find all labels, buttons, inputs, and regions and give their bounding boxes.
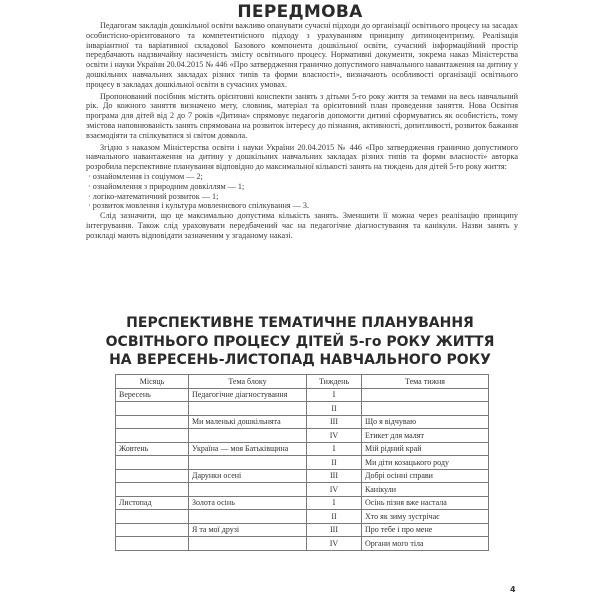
cell-week-topic: Канікули [362,483,489,497]
cell-week-topic: Мій рідний край [362,442,489,456]
plan-title-line: НА ВЕРЕСЕНЬ-ЛИСТОПАД НАВЧАЛЬНОГО РОКУ [109,352,491,368]
table-row [116,415,489,429]
cell-block-topic [189,483,307,497]
cell-week: I [307,388,362,402]
cell-week-topic: Етикет для малят [362,429,489,443]
cell-block-topic: Україна — моя Батьківщина [189,442,307,456]
preface-body [86,21,518,241]
cell-month: Вересень [116,388,189,402]
table-header-row [116,375,489,389]
cell-block-topic: Я та мої друзі [189,523,307,537]
cell-week: II [307,510,362,524]
header-month: Місяць [116,375,189,389]
cell-week-topic: Ми діти козацького роду [362,456,489,470]
plan-title-line: ПЕРСПЕКТИВНЕ ТЕМАТИЧНЕ ПЛАНУВАННЯ [126,315,474,331]
table-row [116,388,489,402]
cell-month: Листопад [116,496,189,510]
table-row [116,496,489,510]
cell-week: III [307,415,362,429]
plan-title [0,314,600,370]
cell-block-topic: Золота осінь [189,496,307,510]
cell-month [116,510,189,524]
cell-month [116,415,189,429]
cell-week: II [307,456,362,470]
header-week: Тиждень [307,375,362,389]
cell-block-topic: Дарунки осені [189,469,307,483]
table-row [116,442,489,456]
list-item: · логіко-математичний розвиток — 1; [88,191,219,201]
cell-week: III [307,469,362,483]
page-number: 4 [510,585,516,594]
cell-week-topic: Добрі осінні справи [362,469,489,483]
header-block-topic: Тема блоку [189,375,307,389]
list-item: · ознайомлення із соціумом — 2; [88,171,203,181]
table-row [116,483,489,497]
cell-block-topic [189,456,307,470]
cell-block-topic: Педагогічне діагностування [189,388,307,402]
cell-month [116,483,189,497]
table-row [116,469,489,483]
cell-month: Жовтень [116,442,189,456]
cell-week-topic [362,388,489,402]
cell-week-topic: Органи мого тіла [362,537,489,551]
table-row [116,510,489,524]
cell-block-topic: Ми маленькі дошкільнята [189,415,307,429]
cell-week: II [307,402,362,416]
cell-week-topic: Що я відчуваю [362,415,489,429]
list-item: · ознайомлення з природним довкіллям — 1; [88,181,245,191]
table-row [116,456,489,470]
cell-month [116,429,189,443]
table-row [116,429,489,443]
cell-week: IV [307,483,362,497]
plan-title-line: ОСВІТНЬОГО ПРОЦЕСУ ДІТЕЙ 5-го РОКУ ЖИТТЯ [105,333,495,350]
cell-week: IV [307,537,362,551]
cell-month [116,523,189,537]
cell-block-topic [189,402,307,416]
cell-week: IV [307,429,362,443]
header-week-topic: Тема тижня [362,375,489,389]
preface-paragraph: Пропонований посібник містить орієнтовні конспекти занять з дітьми 5-го року життя за темами на весь навчальний рік. До кожного заняття визначено мету, словник, матеріал та орієнтовний план проведення заняття. Нова Освітня програма для дітей від 2 до 7 років «Дитина» спрямовує педагогів допомогти дитині сформуватись як особистість, тому змістова наповнюваність занять спрямована на розвиток інтересу до пізнання, активності, допитливості, розвиток бажання взаємодіяти та спілкуватися зі світом довкола. [86,91,518,140]
preface-paragraph: Педагогам закладів дошкільної освіти важливо опанувати сучасні підходи до організації освітнього процесу на засадах особистісно-орієнтованого та компетентнісного підходу з урахуванням принципу дитиноцентризму. Реалізація інваріантної та варіативної складової Базового компонента дошкільної освіти, сучасний інформаційний простір передбачають надзвичайну насиченість змісту освітнього процесу. Нормативні документи, зокрема наказ Міністерства освіти і науки України 20.04.2015 № 446 «Про затвердження гранично допустимого навчального навантаження на дитину у дошкільних навчальних закладах різних типів та форми власності», визначають особливості організації освітнього процесу в закладах дошкільної освіти в сучасних умовах. [86,21,518,89]
list-item: · розвиток мовлення і культура мовленнєвого спілкування — 3. [88,201,310,211]
cell-week-topic: Осінь пізня вже настала [362,496,489,510]
table-row [116,523,489,537]
cell-block-topic [189,429,307,443]
preface-paragraph: Слід зазначити, що це максимально допустима кількість занять. Зменшити її можна через реалізацію принципу інтегрування. Також слід ураховувати передбачений час на педагогічне діагностування та канікули. Назви занять у розкладі мають відповідати зазначеним у згаданому наказі. [86,211,518,240]
cell-month [116,469,189,483]
lesson-count-list [86,172,518,211]
cell-week-topic: Хто як зиму зустрічає [362,510,489,524]
cell-week-topic: Про тебе і про мене [362,523,489,537]
cell-month [116,537,189,551]
cell-month [116,402,189,416]
cell-week: I [307,442,362,456]
table-row [116,402,489,416]
cell-week: III [307,523,362,537]
cell-week: I [307,496,362,510]
preface-title: ПЕРЕДМОВА [237,2,363,22]
cell-block-topic [189,510,307,524]
table-row [116,537,489,551]
cell-week-topic [362,402,489,416]
cell-month [116,456,189,470]
cell-block-topic [189,537,307,551]
thematic-plan-table [115,374,489,551]
preface-paragraph: Згідно з наказом Міністерства освіти і науки України 20.04.2015 № 446 «Про затвердження гранично допустимого навчального навантаження на дитину у дошкільних навчальних закладах різних типів та форми власності» авторка розробила перспективне планування відповідно до максимальної кількості занять на тиждень для дітей 5-го року життя: [86,142,518,172]
